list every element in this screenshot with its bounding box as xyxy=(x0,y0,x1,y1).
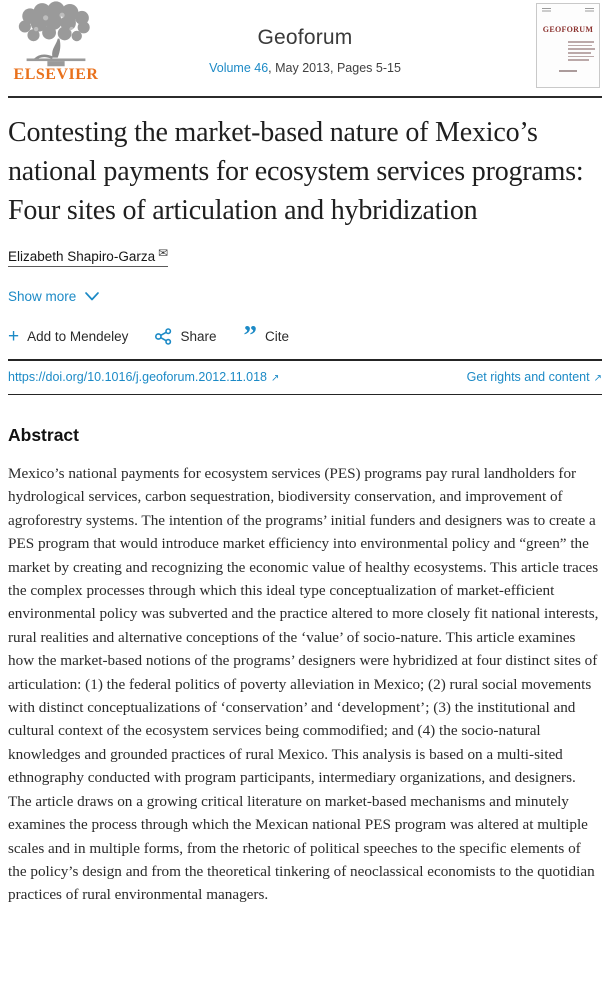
external-link-icon: ↗ xyxy=(593,373,602,384)
share-button[interactable] xyxy=(155,328,216,345)
cite-label: Cite xyxy=(264,329,289,344)
header-divider xyxy=(8,96,602,98)
volume-link[interactable]: Volume 46 xyxy=(209,61,269,75)
share-label: Share xyxy=(180,329,217,344)
elsevier-wordmark: ELSEVIER xyxy=(13,66,99,83)
author-row xyxy=(8,246,602,267)
external-link-icon: ↗ xyxy=(270,373,280,384)
chevron-down-icon xyxy=(85,292,99,301)
article-actions xyxy=(8,320,602,359)
cite-quotes-icon: ” xyxy=(243,320,257,350)
journal-cover-thumbnail[interactable] xyxy=(536,3,600,88)
author-link[interactable] xyxy=(8,246,168,267)
add-to-mendeley-label: Add to Mendeley xyxy=(27,329,129,344)
cover-header-marks xyxy=(542,8,594,13)
cover-text-lines xyxy=(568,41,594,61)
cite-button[interactable] xyxy=(243,320,289,350)
doi-link[interactable] xyxy=(8,370,279,384)
doi-text: https://doi.org/10.1016/j.geoforum.2012.11.018 xyxy=(8,370,267,384)
show-more-button[interactable] xyxy=(8,289,99,304)
plus-icon: + xyxy=(8,325,20,347)
add-to-mendeley-button[interactable] xyxy=(8,325,129,347)
cover-footer-mark xyxy=(559,70,577,72)
journal-header xyxy=(8,0,602,96)
share-icon xyxy=(155,328,172,345)
article-title: Contesting the market-based nature of Mexico’s national payments for ecosystem services programs: Four sites of articulation and hybridization xyxy=(8,117,584,226)
rights-text: Get rights and content xyxy=(466,370,590,384)
cover-journal-title: GEOFORUM xyxy=(542,25,594,34)
elsevier-tree-icon xyxy=(8,4,104,68)
abstract-text: Mexico’s national payments for ecosystem services (PES) programs pay rural landholders for hydrological services, carbon sequestration, biodiversity conservation, and improvement of agroforestry systems. The intention of the programs’ initial funders and designers was to create a PES program that would introduce market efficiency into environmental policy and “green” the market by creating and recognizing the economic value of healthy ecosystems. This article traces the complex processes through which this ideal type conceptualization of market-efficient environmental policy was subverted and the practice altered to more closely fit national interests, rural realities and alternative conceptions of the ‘value’ of socio-nature. This article examines how the market-based notions of the programs’ designers were hybridized at four distinct sites of articulation: (1) the federal politics of poverty alleviation in Mexico; (2) rural social movements with distinct conceptualizations of ‘conservation’ and ‘development’; (3) the institutional and cultural context of the ecosystem services being commodified; and (4) the socio-natural knowledges and grounded practices of rural Mexico. This analysis is based on a multi-sited ethnography conducted with program participants, intermediary organizations, and designers. The article draws on a growing critical literature on market-based mechanisms and minutely examines the process through which the Mexican national PES program was altered at multiple scales and in multiple forms, from the rhetoric of political speeches to the specific elements of the policy’s design and from the theoretical tinkering of neoclassical economists to the quotidian practices of rural environmental managers. xyxy=(8,465,599,904)
doi-row xyxy=(8,361,602,394)
envelope-icon[interactable]: ✉ xyxy=(158,246,169,260)
author-name: Elizabeth Shapiro-Garza xyxy=(8,249,156,264)
show-more-label: Show more xyxy=(8,289,77,304)
get-rights-link[interactable] xyxy=(467,370,602,384)
journal-title: Geoforum xyxy=(257,26,353,49)
doi-bottom-divider xyxy=(8,394,602,395)
journal-info xyxy=(118,26,492,75)
elsevier-logo[interactable] xyxy=(8,4,104,84)
show-more-row xyxy=(8,288,602,306)
issue-line xyxy=(118,61,492,75)
abstract-heading: Abstract xyxy=(8,425,79,445)
issue-details: , May 2013, Pages 5-15 xyxy=(268,61,401,75)
